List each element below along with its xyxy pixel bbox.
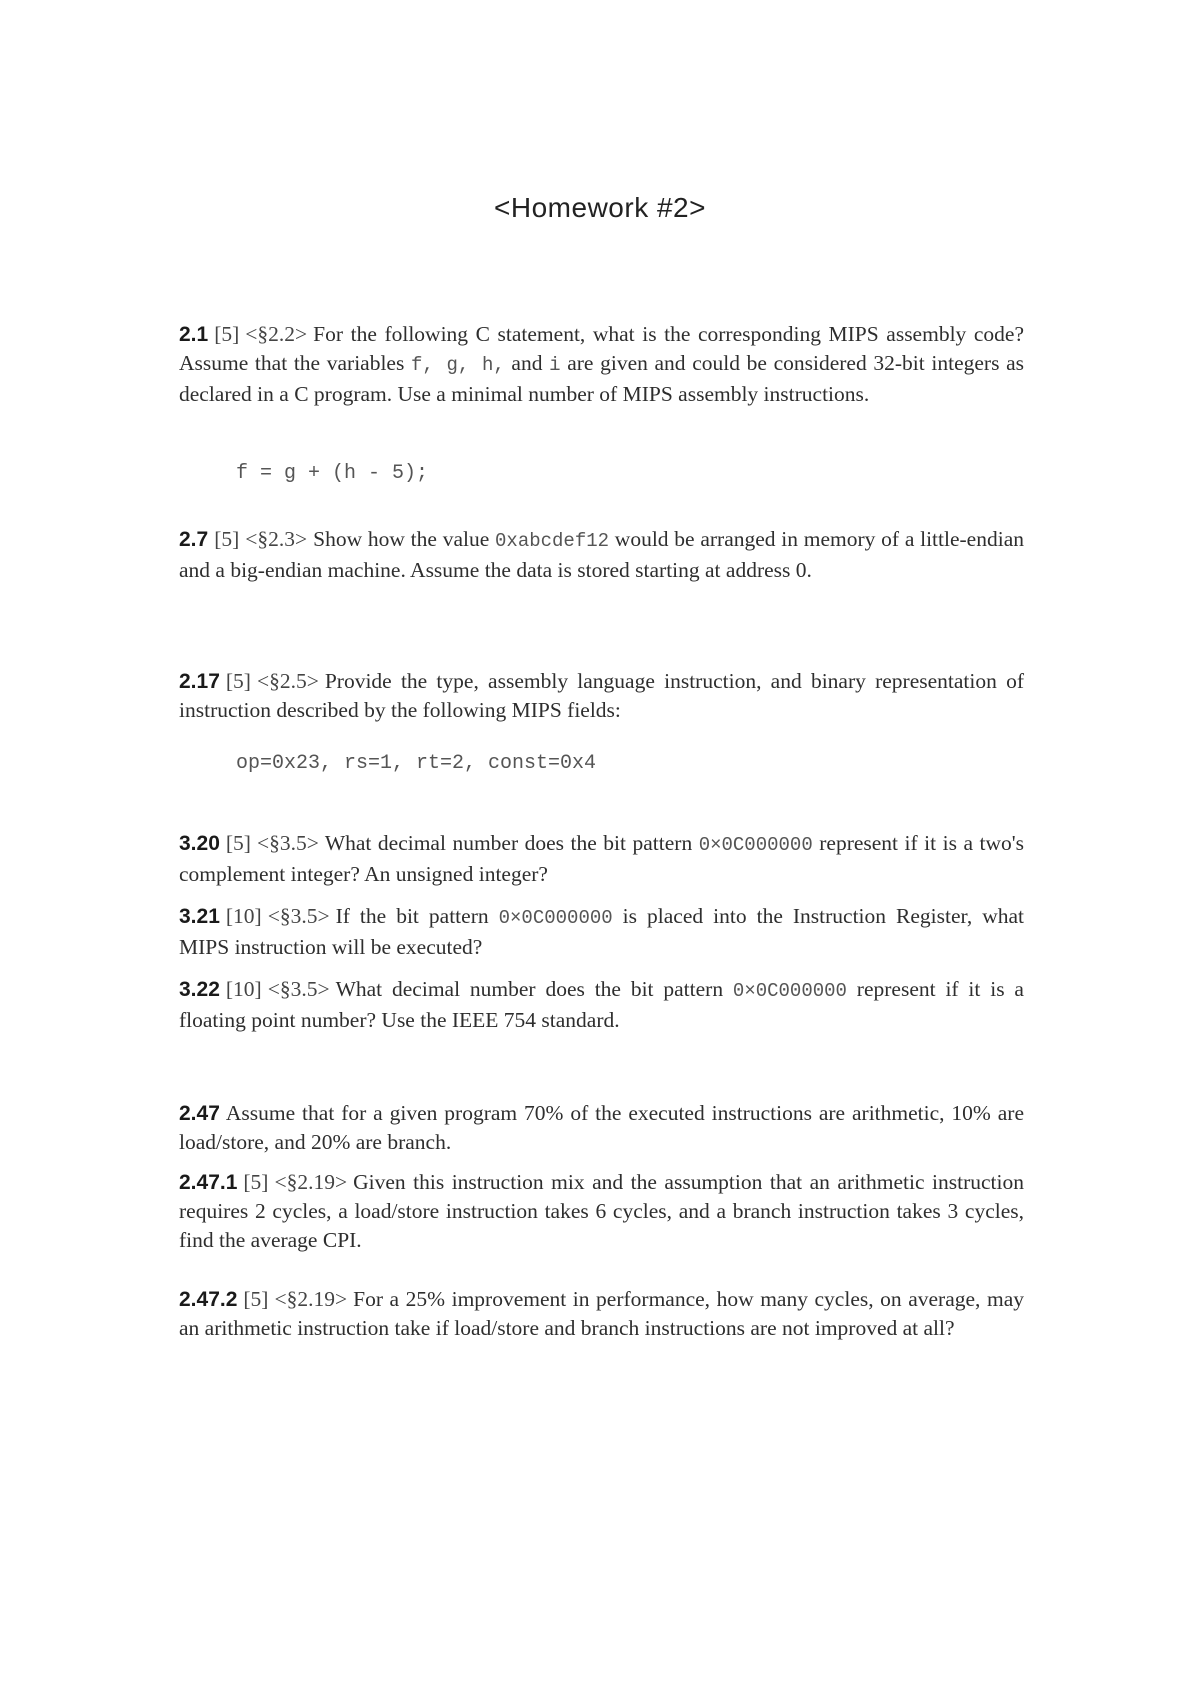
- problem-section: <§2.19>: [274, 1287, 348, 1311]
- problem-number: 2.7: [179, 528, 209, 551]
- problem-2-47-1: [179, 1168, 1024, 1255]
- problem-number: 3.21: [179, 905, 220, 928]
- problem-section: <§3.5>: [267, 977, 330, 1001]
- problem-number: 2.1: [179, 323, 209, 346]
- variable-list: f, g, h,: [411, 354, 505, 376]
- problem-points: [5]: [243, 1287, 269, 1311]
- hex-value: 0×0C000000: [498, 907, 613, 929]
- problem-number: 2.47.1: [179, 1171, 238, 1194]
- hex-value: 0×0C000000: [732, 980, 847, 1002]
- problem-2-17: [179, 667, 1024, 725]
- problem-number: 2.47: [179, 1102, 220, 1125]
- code-snippet: op=0x23, rs=1, rt=2, const=0x4: [236, 752, 597, 775]
- problem-section: <§3.5>: [267, 904, 330, 928]
- page-title: <Homework #2>: [494, 192, 706, 223]
- problem-text: would be arranged in memory of a little-endian and a big-endian machine. Assume the data is stored starting at address 0.: [179, 527, 1024, 582]
- problem-section: <§2.5>: [256, 669, 319, 693]
- problem-text: Given this instruction mix and the assumption that an arithmetic instruction requires 2 cycles, a load/store instruction takes 6 cycles, and a branch instruction takes 3 cycles, find the average CPI.: [179, 1170, 1024, 1252]
- problem-section: <§3.5>: [256, 831, 319, 855]
- problem-text: are given and could be considered 32-bit integers as declared in a C program. Use a minimal number of MIPS assembly instructions.: [179, 351, 1024, 406]
- problem-text: What decimal number does the bit pattern: [335, 977, 733, 1001]
- problem-text: Show how the value: [313, 527, 496, 551]
- problem-section: <§2.3>: [245, 527, 308, 551]
- problem-text: What decimal number does the bit pattern: [324, 831, 699, 855]
- problem-text: represent if it is a floating point number? Use the IEEE 754 standard.: [179, 977, 1024, 1032]
- code-snippet: f = g + (h - 5);: [236, 462, 429, 485]
- problem-text: For a 25% improvement in performance, how many cycles, on average, may an arithmetic instruction take if load/store and branch instructions are not improved at all?: [179, 1287, 1024, 1340]
- problem-points: [5]: [225, 831, 251, 855]
- problem-3-20: [179, 829, 1024, 889]
- problem-text: represent if it is a two's complement integer? An unsigned integer?: [179, 831, 1024, 886]
- problem-points: [5]: [243, 1170, 269, 1194]
- problem-3-21: [179, 902, 1024, 962]
- problem-2-47: [179, 1099, 1024, 1157]
- problem-text: If the bit pattern: [335, 904, 499, 928]
- problem-2-7: [179, 525, 1024, 585]
- problem-text: For the following C statement, what is the corresponding MIPS assembly code? Assume that the variables: [179, 322, 1024, 375]
- problem-text: Assume that for a given program 70% of the executed instructions are arithmetic, 10% are load/store, and 20% are branch.: [179, 1101, 1024, 1154]
- problem-number: 2.47.2: [179, 1288, 238, 1311]
- hex-value: 0xabcdef12: [495, 530, 610, 552]
- problem-number: 3.22: [179, 978, 220, 1001]
- problem-section: <§2.2>: [245, 322, 308, 346]
- variable-i: i: [549, 354, 561, 376]
- problem-points: [10]: [225, 977, 262, 1001]
- problem-number: 2.17: [179, 670, 220, 693]
- problem-text: is placed into the Instruction Register, what MIPS instruction will be executed?: [179, 904, 1024, 959]
- problem-text: and: [504, 351, 550, 375]
- problem-points: [5]: [214, 527, 240, 551]
- problem-points: [5]: [214, 322, 240, 346]
- problem-section: <§2.19>: [274, 1170, 348, 1194]
- problem-2-1: [179, 320, 1024, 409]
- problem-text: Provide the type, assembly language instruction, and binary representation of instruction described by the following MIPS fields:: [179, 669, 1024, 722]
- problem-points: [5]: [225, 669, 251, 693]
- problem-3-22: [179, 975, 1024, 1035]
- problem-2-47-2: [179, 1285, 1024, 1343]
- problem-points: [10]: [225, 904, 262, 928]
- hex-value: 0×0C000000: [698, 834, 813, 856]
- problem-number: 3.20: [179, 832, 220, 855]
